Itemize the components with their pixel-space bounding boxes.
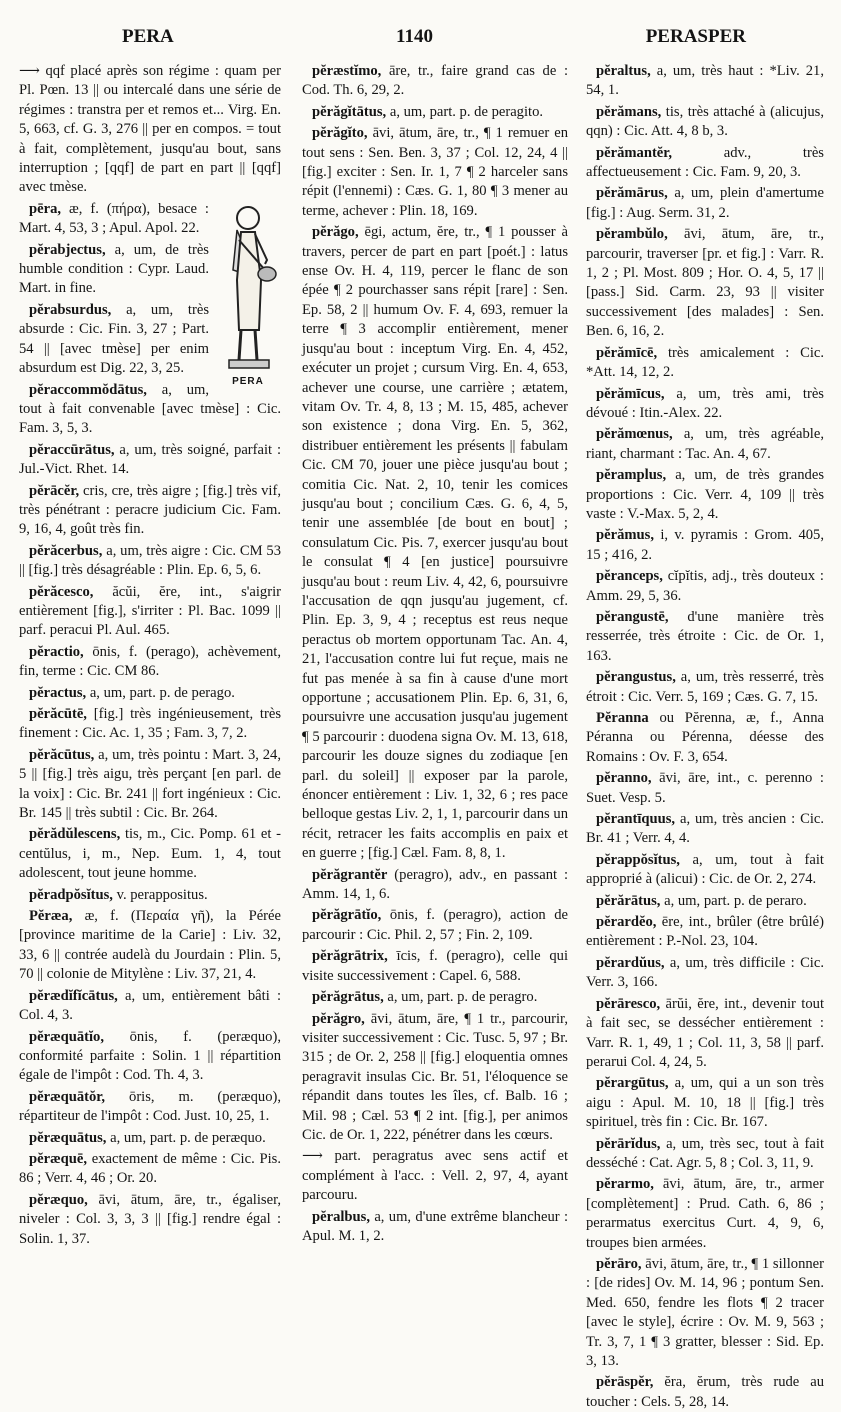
dictionary-entry [19, 684, 281, 703]
entry-headword: pĕræquātĭo, [29, 1028, 104, 1045]
entry-headword: pĕrăcesco, [29, 583, 94, 600]
entry-definition: ōnis, f. (peragro), action de parcourir : Cic. Phil. 2, 57 ; Fin. 2, 109. [302, 907, 568, 943]
dictionary-entry [586, 225, 824, 341]
entry-definition: a, um, part. p. de peragito. [389, 103, 544, 120]
entry-definition: āvi, ātum, āre, tr., égaliser, niveler : Col. 3, 3, 3 || [fig.] rendre égal : Solin. 1, 37. [19, 1191, 281, 1247]
figure-with-satchel-icon [215, 200, 281, 372]
entry-definition: a, um, tout à fait approprié à (alicui) : Cic. de Or. 2, 274. [586, 851, 824, 888]
entry-definition: cĭpĭtis, adj., très douteux : Amm. 29, 5, 36. [586, 568, 824, 604]
entry-headword: pĕrămīcē, [596, 344, 658, 361]
entry-headword: pĕrăgrātrix, [312, 948, 388, 965]
dictionary-entry [302, 1147, 568, 1205]
entry-definition: āvi, ātum, āre, tr., parcourir, traverser [pr. et fig.] : Varr. R. 1, 2 ; Pl. Most. 809 ; Hor. O. 4, 5, 17 || [pass.] Sid. Carm. 23, 93 || visiter successivement [des malades] : Sen. Ben. 6, 16, 2. [586, 226, 824, 340]
dictionary-entry [302, 988, 568, 1007]
entry-headword: pĕrăcūtē, [29, 706, 87, 722]
entry-definition: ōnis, f. (perago), achèvement, fin, terme : Cic. CM 86. [19, 643, 281, 680]
dictionary-entry [586, 466, 824, 524]
dictionary-entry [586, 913, 824, 952]
dictionary-entry [302, 103, 568, 122]
entry-headword: pĕræstĭmo, [312, 63, 382, 79]
entry-headword: pēra, [29, 200, 62, 217]
entry-definition: a, um, de très grandes proportions : Cic. Verr. 4, 109 || très vaste : V.-Max. 5, 2, 4. [586, 467, 824, 522]
entry-headword: pĕrămus, [596, 527, 654, 544]
header-left-guide-word: PERA [122, 26, 174, 47]
entry-headword: pĕrappŏsĭtus, [596, 851, 680, 868]
dictionary-entry [19, 705, 281, 744]
dictionary-entry [586, 892, 824, 911]
entry-headword: pĕræquo, [29, 1191, 88, 1208]
entry-definition: ōris, m. (peræquo), répartiteur de l'impôt : Cod. Just. 10, 25, 1. [19, 1088, 281, 1125]
entry-definition: a, um, qui a un son très aigu : Apul. M. 10, 18 || [fig.] très spirituel, très fin : Cic. Br. 167. [586, 1075, 824, 1131]
entry-definition: āvi, āre, int., c. perenno : Suet. Vesp. 5. [586, 770, 824, 806]
entry-definition: a, um, très ancien : Cic. Br. 41 ; Verr. 4, 4. [586, 811, 824, 847]
dictionary-entry [586, 1373, 824, 1412]
dictionary-entry [19, 643, 281, 682]
dictionary-entry [302, 124, 568, 221]
entry-headword: pĕrargūtus, [596, 1075, 669, 1092]
entry-definition: a, um, très sec, tout à fait desséché : Cat. Agr. 5, 8 ; Col. 3, 11, 9. [586, 1135, 824, 1171]
entry-definition: a, um, très pointu : Mart. 3, 24, 5 || [fig.] très aigu, très perçant [en parl. de la voix] : Cic. Br. 241 || fort ingénieux : Cic. Br. 145 || très subtil : Cic. Br. 264. [19, 746, 281, 822]
dictionary-entry [19, 886, 281, 905]
dictionary-entry [586, 385, 824, 424]
dictionary-entry [302, 947, 568, 986]
entry-definition: āvi, ātum, āre, tr., armer [complètement] : Prud. Cath. 6, 86 ; perarmatus exercitus Curt. 4, 9, 6, troupes bien armées. [586, 1176, 824, 1251]
entry-headword: pĕrardŭus, [596, 954, 665, 971]
entry-headword: pĕrădŭlescens, [29, 826, 121, 843]
entry-definition: a, um, part. p. de perago. [89, 684, 235, 701]
dictionary-entry [586, 184, 824, 223]
dictionary-entry [586, 851, 824, 890]
entry-definition: ĕra, ĕrum, très rude au toucher : Cels. 5, 28, 14. [586, 1374, 824, 1410]
dictionary-entry [19, 62, 281, 198]
dictionary-entry [19, 825, 281, 883]
entry-headword: pĕraltus, [596, 63, 651, 79]
entry-definition: a, um, très haut : *Liv. 21, 54, 1. [586, 63, 824, 99]
dictionary-entry [302, 906, 568, 945]
dictionary-entry [19, 1191, 281, 1249]
dictionary-entry [586, 425, 824, 464]
entry-headword: pĕranceps, [596, 568, 663, 585]
dictionary-entry [19, 482, 281, 540]
dictionary-entry [19, 1129, 281, 1148]
entry-headword: pĕrārĭdus, [596, 1135, 661, 1152]
entry-headword: pĕrāresco, [596, 995, 661, 1012]
dictionary-entry [19, 746, 281, 824]
entry-definition: a, um, très soigné, parfait : Jul.-Vict. Rhet. 14. [19, 441, 282, 478]
entry-headword: pĕramplus, [596, 467, 667, 484]
entry-headword: pĕræquē, [29, 1150, 87, 1167]
entry-definition: æ, f. (πήρα), besace : Mart. 4, 53, 3 ; Apul. Apol. 22. [19, 200, 209, 237]
dictionary-entry [302, 1010, 568, 1146]
entry-headword: pĕrăgĭto, [312, 125, 368, 142]
entry-headword: pĕraccūrātus, [29, 441, 115, 458]
entry-definition: āvi, ātum, āre, tr., ¶ 1 remuer en tout sens : Sen. Ben. 3, 37 ; Col. 12, 24, 4 || [fig.] exciter : Sen. Ir. 1, 7 ¶ 2 harceler sans répit (l'ennemi) : Cæs. G. 1, 80 ¶ 3 mener au terme, achever : Plin. 18, 169. [302, 125, 568, 219]
entry-headword: pĕradpŏsĭtus, [29, 886, 113, 903]
entry-headword: pĕrămans, [596, 103, 662, 120]
entry-headword: pĕrardĕo, [596, 914, 657, 931]
entry-headword: pĕraccommŏdātus, [29, 381, 147, 398]
entry-definition: tis, m., Cic. Pomp. 61 et -centŭlus, i, m., Nep. Eum. 1, 4, tout adolescent, tout jeune homme. [19, 826, 281, 882]
column-1 [19, 62, 281, 1352]
entry-headword: pĕrangustus, [596, 669, 676, 686]
entry-headword: pĕrantīquus, [596, 811, 676, 828]
entry-definition: a, um, tout à fait convenable [avec tmèse] : Cic. Fam. 3, 5, 3. [19, 381, 281, 437]
dictionary-entry [586, 608, 824, 666]
dictionary-entry [586, 144, 824, 183]
entry-definition: īcis, f. (peragro), celle qui visite successivement : Capel. 6, 588. [302, 948, 568, 984]
dictionary-entry [586, 103, 824, 142]
dictionary-entry [19, 1028, 281, 1086]
header-right-guide-word: PERASPER [645, 26, 746, 47]
entry-definition: tis, très attaché à (alicujus, qqn) : Cic. Att. 4, 8 b, 3. [586, 103, 825, 140]
entry-headword: pĕrămœnus, [596, 426, 673, 443]
entry-definition: a, um, de très humble condition : Cypr. Laud. Mart. in fine. [19, 241, 209, 297]
entry-headword: pĕractio, [29, 643, 84, 660]
dictionary-entry [302, 866, 568, 905]
entry-definition: ēgi, actum, ĕre, tr., ¶ 1 pousser à travers, percer de part en part [poét.] : latus ense Ov. H. 4, 119, percer le flanc de son épée ¶ 2 pourchasser sans répit [rare] : Sen. Ep. 58, 2 || humum Ov. F. 4, 693, remuer la terre ¶ 3 accomplir entièrement, mener jusqu'au bout : inceptum Virg. En. 4, 452, exécuter un projet ; cursum Virg. En. 4, 653, achever une course, une carrière ; ætatem, vitam Ov. Tr. 4, 8, 13 ; M. 15, 485, achever son existence ; dona Virg. En. 5, 362, distribuer entièrement les présents || fabulam Cic. CM 70, jouer une pièce jusqu'au bout ; comitia Cic. Nat. 2, 10, tenir les comices jusqu'au bout ; concilium Cæs. G. 6, 4, 5, tenir une assemblée [de bout en bout] ; consulatum Cic. Pis. 7, exercer jusqu'au bout le consulat ¶ 4 [en justice] poursuivre jusqu'au bout : reum Liv. 4, 42, 6, poursuivre l'accusation de qqn jusqu'au jugement, cf. Plin. Ep. 3, 9, 4 ; receptus est reus neque peractus ob mortem opportunam Tac. An. 4, 21, l'accusation contre lui fut reçue, mais ne fut pas menée à sa fin à cause d'une mort opportune ; accusationem Plin. Ep. 6, 31, 6, poursuivre une accusation jusqu'au jugement ¶ 5 parcourir : duodena signa Ov. M. 13, 618, parcourir les douze signes du zodiaque [en parl. du soleil] || exposer par la parole, énoncer entièrement : Liv. 1, 32, 6 ; res pace belloque gestas Liv. 2, 1, 1, parcourir dans un récit, retracer les faits accomplis en paix et en guerre ; [fig.] Cæl. Fam. 8, 8, 1. [302, 224, 568, 862]
entry-definition: (peragro), adv., en passant : Amm. 14, 1, 6. [302, 866, 568, 903]
dictionary-entry [586, 1135, 824, 1174]
dictionary-entry [302, 62, 568, 101]
entry-headword: pĕrămantĕr, [596, 144, 673, 161]
column-3 [586, 62, 825, 1410]
entry-definition: ou Pĕrenna, æ, f., Anna Péranna ou Pérenna, déesse des Romains : Ov. F. 3, 654. [586, 710, 824, 765]
page-number: 1140 [396, 26, 433, 47]
entry-definition: ⟶ qqf placé après son régime : quam per Pl. Pœn. 13 || ou intercalé dans une série de régimes : transtra per et remos et... Virg. En. 5, 663, cf. G. 3, 276 || per en compos. = tout à fait, complètement, jusqu'au bout, sans interruption ; [qqf] de part en part || [qqf] avec tmèse. [19, 63, 281, 196]
column-2 [302, 62, 568, 1352]
entry-definition: a, um, entièrement bâti : Col. 4, 3. [19, 987, 281, 1024]
entry-headword: pĕrămīcus, [596, 385, 665, 402]
dictionary-entry [586, 810, 824, 849]
entry-headword: pĕrămārus, [596, 185, 668, 202]
entry-headword: pĕrædĭfĭcātus, [29, 987, 118, 1004]
entry-definition: i, v. pyramis : Grom. 405, 15 ; 416, 2. [586, 527, 825, 563]
dictionary-entry [586, 1175, 824, 1253]
entry-headword: pĕrangustē, [596, 608, 669, 625]
dictionary-entry [19, 907, 281, 985]
dictionary-entry [586, 526, 824, 565]
dictionary-entry [19, 542, 281, 581]
entry-headword: pĕrarmo, [596, 1176, 654, 1193]
entry-headword: Pĕræa, [29, 908, 73, 925]
dictionary-entry [586, 62, 824, 101]
entry-headword: Pĕranna [596, 710, 649, 726]
dictionary-entry [19, 441, 281, 480]
entry-definition: ōnis, f. (peræquo), conformité parfaite : Solin. 1 || répartition égale de l'impôt : Cod. Th. 4, 3. [19, 1028, 281, 1084]
entry-definition: v. perappositus. [116, 886, 208, 903]
entry-headword: pĕrăgrātĭo, [312, 907, 382, 924]
dictionary-entry [586, 769, 824, 808]
entry-headword: pĕrăgrātus, [312, 989, 384, 1006]
dictionary-entry [302, 1208, 568, 1247]
entry-definition: a, um, part. p. de peræquo. [110, 1129, 266, 1146]
entry-definition: cris, cre, très aigre ; [fig.] très vif, très pénétrant : peracre judicium Cic. Fam. 9, 16, 4, goût très fin. [19, 482, 281, 538]
dictionary-entry [586, 668, 824, 707]
dictionary-entry [586, 709, 824, 767]
entry-definition: āvi, ātum, āre, ¶ 1 tr., parcourir, visiter successivement : Cic. Tusc. 5, 97 ; Br. 315 ; de Or. 2, 258 || [fig.] eloquentia omnes peragravit insulas Cic. Br. 51, l'éloquence se répandit dans toutes les îles, cf. Balb. 16 ; Mil. 98 ; Cæl. 53 ¶ 2 int. [fig.], per animos Cic. de Or. 1, 222, pénétrer dans les cœurs. [302, 1010, 568, 1143]
dictionary-entry [586, 344, 824, 383]
entry-definition: [fig.] très ingénieusement, très finement : Cic. Ac. 1, 35 ; Fam. 3, 7, 2. [19, 706, 282, 742]
entry-headword: pĕrăgrantĕr [312, 866, 388, 883]
dictionary-entry [586, 954, 824, 993]
entry-definition: ārŭi, ĕre, int., devenir tout à fait sec, se dessécher entièrement : Varr. R. 1, 49, 1 ; Col. 11, 3, 58 || parf. perarui Col. 4, 24, 5. [586, 995, 824, 1070]
entry-headword: pĕrācĕr, [29, 482, 80, 499]
entry-definition: ⟶ part. peragratus avec sens actif et complément à l'acc. : Vell. 2, 97, 4, ayant parcouru. [302, 1148, 568, 1204]
pera-illustration [215, 200, 281, 390]
figure-caption: PERA [232, 375, 264, 387]
dictionary-entry [586, 567, 824, 606]
entry-headword: pĕranno, [596, 770, 652, 787]
dictionary-entry [19, 1088, 281, 1127]
dictionary-entry [19, 987, 281, 1026]
entry-headword: pĕrabsurdus, [29, 301, 112, 318]
dictionary-entry [19, 583, 281, 641]
entry-definition: exactement de même : Cic. Pis. 86 ; Verr. 4, 46 ; Or. 20. [19, 1150, 281, 1187]
dictionary-entry [586, 995, 824, 1073]
entry-definition: a, um, part. p. de peraro. [664, 892, 807, 909]
entry-definition: ăcŭi, ĕre, int., s'aigrir entièrement [fig.], s'irriter : Pl. Bac. 1099 || parf. peracui Pl. Aul. 465. [19, 583, 281, 639]
entry-headword: pĕrambŭlo, [596, 226, 668, 243]
entry-headword: pĕræquātŏr, [29, 1088, 106, 1105]
entry-headword: pĕrăgo, [312, 224, 359, 241]
entry-headword: pĕrăcūtus, [29, 746, 95, 763]
entry-headword: pĕralbus, [312, 1208, 370, 1225]
entry-headword: pĕractus, [29, 684, 87, 701]
entry-headword: pĕrăcerbus, [29, 542, 103, 559]
page-header [0, 22, 841, 52]
entry-definition: a, um, très ami, très dévoué : Itin.-Alex. 22. [586, 385, 824, 421]
entry-definition: a, um, part. p. de peragro. [387, 989, 538, 1006]
entry-definition: a, um, très aigre : Cic. CM 53 || [fig.] très désagréable : Plin. Ep. 6, 5, 6. [19, 542, 281, 579]
dictionary-entry [302, 223, 568, 863]
entry-headword: pĕrabjectus, [29, 241, 106, 258]
entry-headword: pĕrărātus, [596, 892, 661, 909]
entry-definition: a, um, très absurde : Cic. Fin. 3, 27 ; Part. 54 || [avec tmèse] per enim absurdum est Dig. 22, 3, 25. [19, 301, 209, 377]
entry-definition: a, um, très difficile : Cic. Verr. 3, 166. [586, 954, 824, 991]
entry-headword: pĕrăgĭtātus, [312, 103, 387, 120]
entry-headword: pĕræquātus, [29, 1129, 107, 1146]
entry-definition: a, um, très resserré, très étroit : Cic. Verr. 5, 169 ; Cæs. G. 7, 15. [586, 669, 824, 705]
entry-definition: a, um, d'une extrême blancheur : Apul. M. 1, 2. [302, 1208, 568, 1244]
entry-definition: très amicalement : Cic. *Att. 14, 12, 2. [586, 344, 824, 381]
dictionary-entry [19, 1150, 281, 1189]
entry-headword: pĕrăgro, [312, 1010, 365, 1027]
entry-definition: ēre, int., brûler (être brûlé) entièrement : P.-Nol. 23, 104. [586, 914, 824, 950]
entry-headword: pĕrāspĕr, [596, 1374, 654, 1391]
dictionary-entry [586, 1074, 824, 1132]
entry-headword: pĕrāro, [596, 1255, 642, 1272]
entry-definition: æ, f. (Περαία γῆ), la Pérée [province maritime de la Carie] : Liv. 32, 33, 6 || contrée audelà du Jourdain : Plin. 5, 70 || colonie de Mitylène : Liv. 37, 21, 4. [19, 908, 281, 983]
entry-definition: adv., très affectueusement : Cic. Fam. 9, 20, 3. [586, 144, 824, 181]
entry-definition: a, um, très agréable, riant, charmant : Tac. An. 4, 67. [586, 426, 824, 462]
entry-definition: āre, tr., faire grand cas de : Cod. Th. 6, 29, 2. [302, 63, 568, 99]
entry-definition: a, um, plein d'amertume [fig.] : Aug. Serm. 31, 2. [586, 185, 824, 221]
entry-definition: d'une manière très resserrée, très étroite : Cic. de Or. 1, 163. [586, 608, 824, 664]
entry-definition: āvi, ātum, āre, tr., ¶ 1 sillonner : [de rides] Ov. M. 14, 96 ; pontum Sen. Med. 650, fendre les flots ¶ 2 tracer [avec le style], écrire : Ov. M. 9, 563 ; Tr. 3, 7, 1 ¶ 3 gratter, blesser : Sid. Ep. 3, 13. [586, 1255, 824, 1369]
dictionary-entry [586, 1255, 824, 1371]
